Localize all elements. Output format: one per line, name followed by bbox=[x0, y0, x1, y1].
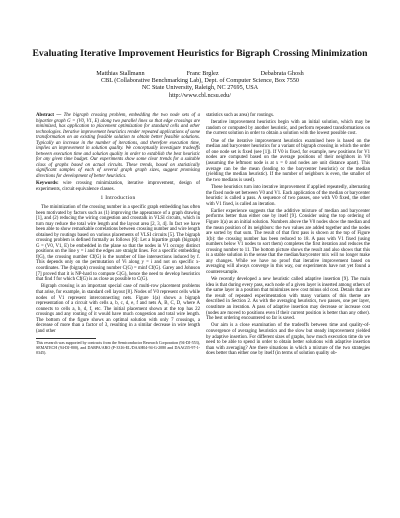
body-paragraph: We recently developed a new heuristic called adaptive insertion [9]. The main idea is that during every pass, each node of a given layer is inserted among others of the same layer in a position that minimizes new cost minus old cost. Details that are the result of repeated experimentation with many variants of this theme are described in Section 2. As with the averaging heuristics, two passes, one per layer, constitute an iteration. A pass of adaptive insertion may decrease or increase cost (nodes are moved to positions even if their current position is better than any other). The best ordering encountered so far is saved. bbox=[206, 277, 370, 322]
lab-url[interactable]: http://www.cbl.ncsu.edu/ bbox=[169, 91, 231, 99]
body-paragraph: These heuristics turn into iterative improvement if applied repeatedly, alternating the fixed node set between V0 and V1. Each application of the median or barycenter heuristic is called a pass. A sequence of two passes, one with V0 fixed, the other with V1 fixed, is called an iteration. bbox=[206, 184, 370, 207]
author-name: Franc Brglez bbox=[186, 70, 219, 77]
author-names bbox=[20, 70, 380, 77]
author-block bbox=[20, 70, 380, 99]
right-column bbox=[206, 113, 370, 359]
abstract-text: The bigraph crossing problem, embedding the two node sets of a bipartite graph G = (V0, V1, E) along two parallel lines so that edge crossings are minimized, has application to placement optimization for standard cells and other technologies. Iterative improvement heuristics render repeated applications of some transformation on an existing feasible solution to obtain better feasible solutions. Typically an increase in the number of iterations, and therefore execution time, implies an improvement in solution quality. We conceptually investigate tradeoffs between execution time and solution quality in order to establish the best heuristic for any given time budget. Our experiments show some clear trends for a suitable class of graphs based on actual circuits. These trends, based on statistically significant samples of each of several graph graph sizes, suggest promising directions for development of better heuristics. bbox=[36, 113, 200, 180]
body-paragraph: Earlier experience suggests that the additive mixture of median and barycenter performs better than either one by itself [9]. Consider using the top ordering of Figure 1(a) as an initial solution. Numbers above the V0 nodes show the median and the mean position of its neighbors: the two values are added together and the nodes are sorted by that sum. The result of that first pass is shown at the top of Figure 1(b): the crossing number has been reduced to 18. A pass with V1 fixed (using numbers below V1 nodes to sort them) completes the first iteration and reduces the crossing number to 11. The bottom picture shows the result and also shows that this is a stable solution in the sense that the median/barycenter mix will no longer make any changes. While we have no proof that iterative improvement based on averaging will always converge in this way, our experiments have not yet found a counterexample. bbox=[206, 208, 370, 275]
affiliation: CBL (Collaborative Benchmarking Lab), Dept. of Computer Science, Box 7550 bbox=[100, 77, 300, 85]
author-name: Debabrata Ghosh bbox=[260, 70, 304, 77]
paper-title: Evaluating Iterative Improvement Heuristics for Bigraph Crossing Minimization bbox=[32, 48, 368, 59]
footnote-divider bbox=[36, 338, 96, 339]
abstract-label: Abstract — bbox=[36, 113, 62, 118]
left-column bbox=[36, 113, 200, 355]
keywords bbox=[36, 181, 200, 192]
keywords-text: wire crossing minimization, iterative improvement, design of experiments, circuit equivalence classes. bbox=[36, 181, 200, 192]
body-paragraph: Iterative improvement heuristics begin with an initial solution, which may be random or computed by another heuristic, and perform repeated transformations on the current solution in order to obtain a solution with the lowest possible cost. bbox=[206, 120, 370, 137]
author-name: Matthias Stallmann bbox=[96, 70, 145, 77]
body-paragraph: Bigraph crossing is an important special case of multi-row placement problems that arise, for example, in standard cell layout [8]. Nodes of V0 represent cells while nodes of V1 represent interconnecting nets. Figure 1(a) shows a bigraph representation of a circuit with cells a, b, c, d, e, f and nets A, B, C, D, where A connects to cells a, b, d, f, etc. The initial placement shown at the top has 22 crossings and any routing of it would have much congestion and total wire length. The bottom of the figure shows an optimal solution with only 7 crossings, a decrease of more than a factor of 3, resulting in a similar decrease in wire length (and other bbox=[36, 284, 200, 334]
footnote: This research was supported by contracts from the Semiconductor Research Corporation (94-DJ-553), SEMATECH (94-DJ-800), and DARPA/ARO (P-3316-EL/DAAH04-94-G-2080 and DAAG55-97-1-0345). bbox=[36, 340, 200, 355]
section-heading: 1 Introduction bbox=[100, 195, 136, 202]
body-paragraph: Our aim is a close examination of the tradeoffs between time and quality-of-convergence of averaging heuristics and the slow but steady improvement yielded by adaptive insertion. For different sizes of graphs, how much execution time do we need to be able to spend in order to obtain better solutions with adaptive insertion than with averaging? Are there situations in which a mixture of the two strategies does better than either one by itself (in terms of solution quality ob- bbox=[206, 323, 370, 357]
keywords-label: Keywords: bbox=[36, 181, 59, 187]
body-paragraph: statistics such as area) for routings. bbox=[206, 113, 275, 118]
abstract bbox=[36, 113, 200, 180]
body-paragraph: The minimization of the crossing number in a specific graph embedding has often been motivated by factors such as (1) improving the appearance of a graph drawing [1], and (2) reducing the wiring congestion and crosstalk in VLSI circuits, which in turn may reduce the total wire length and the layout area [2, 3, 4]. In fact we have been able to show remarkable correlations between crossing number and wire length obtained by routings based on various placements of VLSI circuits [5]. The bigraph crossing problem is defined formally as follows [6]: Let a bipartite graph (bigraph) G = (V0, V1, E) be embedded in the plane so that the nodes in V1 occupy distinct positions on the line y = i and the edges are straight lines. For a specific embedding f(G), the crossing number Cf(G) is the number of line intersections induced by f. This depends only on the permutation of Vi along y = i and not on specific x-coordinates. The (bigraph) crossing number C(G) = minf Cf(G). Garey and Johnson [7] proved that it is NP-hard to compute C(G), hence the need to develop heuristics that find f for which Cf(G) is as close as possible to C(G). bbox=[36, 205, 200, 283]
institution: NC State University, Raleigh, NC 27695, USA bbox=[141, 84, 259, 92]
body-paragraph: One of the iterative improvement heuristics examined here is based on the median and barycenter heuristics for a variant of bigraph crossing in which the order of one node set is fixed (see [1]). If V0 is fixed, for example, new positions for V1 nodes are computed based on the average positions of their neighbors in V0 (assuming the leftmost node is at x = 0 and nodes are unit distance apart). This average can be the mean (leading to the barycenter heuristic) or the median (yielding the median heuristic). If the number of neighbors is even, the smaller of the two medians is used). bbox=[206, 138, 370, 183]
